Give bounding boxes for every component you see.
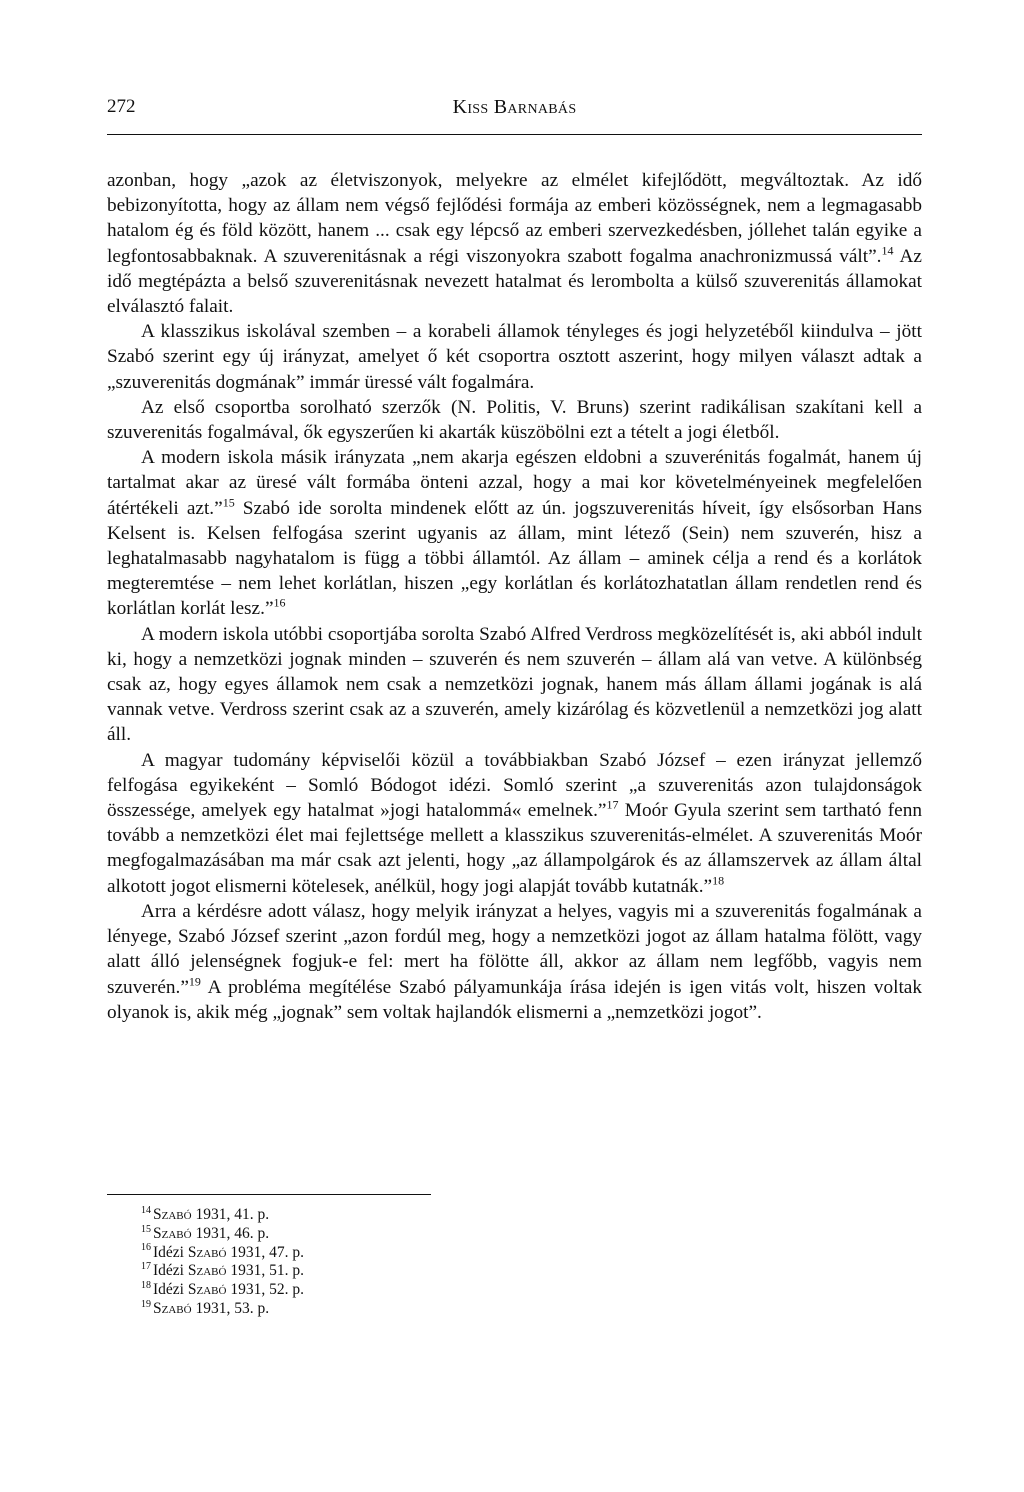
footnote-author: Szabó <box>187 1262 227 1280</box>
footnote-number: 17 <box>141 1261 151 1273</box>
footnote-prefix: Idézi <box>153 1281 188 1299</box>
footnote-number: 14 <box>141 1204 151 1216</box>
footnote-author: Szabó <box>153 1224 192 1242</box>
footnote-ref: 15 <box>222 495 235 510</box>
paragraph-text: Moór Gyula szerint sem tartható fenn tovább a nemzetközi élet mai fejlettsége mellett a klasszikus szuverenitás-elmélet. A szuverenitás Moór megfogalmazásában ma már csak azt jelenti, hogy „az állampolgárok és az államszervek az állam által alkotott jogot elismerni kötelesek, anélkül, hogy jogi alapját tovább kutatnák.” <box>107 800 922 897</box>
paragraph <box>107 622 922 748</box>
footnote <box>141 1206 304 1225</box>
paragraph <box>107 445 922 621</box>
footnote-text: 1931, 47. p. <box>226 1243 304 1261</box>
paragraph-text: A magyar tudomány képviselői közül a továbbiakban Szabó József – ezen irányzat jellemző felfogása egyikeként – Somló Bódogot idézi. Somló szerint „a szuverenitás azon tulajdonságok összessége, amelyek egy hatalmat »jogi hatalommá« emelnek.” <box>107 749 922 822</box>
footnote-author: Szabó <box>187 1243 227 1261</box>
footnote-text: 1931, 46. p. <box>191 1224 270 1242</box>
footnote-number: 19 <box>141 1298 151 1310</box>
footnote-text: 1931, 52. p. <box>226 1281 304 1299</box>
footnote-author: Szabó <box>153 1299 192 1317</box>
footnote-text: 1931, 53. p. <box>191 1299 270 1317</box>
footnote <box>141 1300 304 1319</box>
footnote <box>141 1281 304 1300</box>
paragraph-text: A modern iskola utóbbi csoportjába sorolta Szabó Alfred Verdross megközelítését is, aki abból indult ki, hogy a nemzetközi jognak minden – szuverén és nem szuverén – állam alá van vetve. A különbség csak az, hogy egyes államok nem csak a nemzetközi jognak, hanem más állam állami jogának is alá vannak vetve. Verdross szerint csak az a szuverén, amely kizárólag és közvetlenül a nemzetközi jog alatt áll. <box>107 623 922 746</box>
paragraph <box>107 899 922 1025</box>
footnote-number: 18 <box>141 1280 151 1292</box>
footnote-ref: 14 <box>881 243 894 258</box>
paragraph <box>107 168 922 319</box>
paragraph-text: A probléma megítélése Szabó pályamunkája írása idején is igen vitás volt, hiszen voltak olyanok is, akik még „jognak” sem voltak hajlandók elismerni a „nemzetközi jogot”. <box>107 976 922 1023</box>
footnote-text: 1931, 41. p. <box>191 1206 270 1223</box>
paragraph-text: A klasszikus iskolával szemben – a korabeli államok tényleges és jogi helyzetéből kiindulva – jött Szabó szerint egy új irányzat, amelyet ő két csoportra osztott aszerint, hogy milyen választ adtak a „szuverenitás dogmának” immár üressé vált fogalmára. <box>107 321 922 393</box>
page-number: 272 <box>107 96 136 117</box>
footnote <box>141 1225 304 1244</box>
paragraph <box>107 395 922 445</box>
paragraph-text: Arra a kérdésre adott válasz, hogy melyik irányzat a helyes, vagyis mi a szuverenitás fogalmának a lényege, Szabó József szerint „azon fordúl meg, hogy a nemzetközi jogot az állam hatalma fölött, vagy alatt álló jelenségnek fogjuk-e fel: mert ha fölötte áll, akkor az állam nem legfőbb, vagyis nem szuverén.” <box>107 900 922 998</box>
paragraph-text: azonban, hogy „azok az életviszonyok, melyekre az elmélet kifejlődött, megváltoztak. Az idő bebizonyította, hogy az állam nem végső fejlődési formája az emberi közösségnek, nem a legmagasabb hatalom ég és föld között, hanem ... csak egy lépcső az emberi szervezkedésben, jóllehet talán egyike a legfontosabbaknak. A szuverenitásnak a régi viszonyokra szabott fogalma anachronizmussá vált”. <box>107 170 922 267</box>
paragraph-text: Az első csoportba sorolható szerzők (N. Politis, V. Bruns) szerint radikálisan szakítani kell a szuverenitás fogalmával, ők egyszerűen ki akarták küszöbölni ezt a tételt a jogi életből. <box>107 396 922 444</box>
footnote-ref: 16 <box>273 596 286 611</box>
footnote-number: 15 <box>141 1223 151 1235</box>
footnote-text: 1931, 51. p. <box>226 1262 304 1280</box>
document-page <box>107 94 922 1317</box>
footnote-rule <box>107 1194 431 1195</box>
body-text <box>107 168 922 1025</box>
footnote-prefix: Idézi <box>153 1243 188 1261</box>
footnote-number: 16 <box>141 1242 151 1254</box>
page-header <box>107 94 922 126</box>
paragraph-text: A modern iskola másik irányzata „nem akarja egészen eldobni a szuverénitás fogalmát, hanem új tartalmat akar az üresé vált formába önteni azzal, hogy a mai kor követelményeinek megfelelően átértékeli azt.” <box>107 447 922 519</box>
footnote <box>141 1262 304 1281</box>
footnote-ref: 18 <box>712 873 725 888</box>
header-rule <box>107 134 922 135</box>
footnote-author: Szabó <box>153 1206 192 1223</box>
footnotes <box>141 1206 304 1319</box>
footnote-ref: 19 <box>188 974 201 989</box>
footnote-prefix: Idézi <box>153 1262 188 1280</box>
paragraph-text: Az idő megtépázta a belső szuverenitásnak nevezett hatalmat és lerombolta a külső szuverenitás államokat elválasztó falait. <box>107 245 922 318</box>
footnote <box>141 1244 304 1263</box>
paragraph <box>107 748 922 899</box>
paragraph-text: Szabó ide sorolta mindenek előtt az ún. jogszuverenitás híveit, így elsősorban Hans Kelsent is. Kelsen felfogása szerint ugyanis az állam, mint létező (Sein) nem szuverén, hisz a leghatalmasabb nagyhatalom is függ a többi államtól. Az állam – aminek célja a rend és a korlátok megteremtése – nem lehet korlátlan, hiszen „egy korlátlan és korlátozhatatlan állam rendetlen rend és korlátlan korlát lesz.” <box>107 497 922 620</box>
footnote-ref: 17 <box>606 797 619 812</box>
paragraph <box>107 319 922 395</box>
running-head: Kiss Barnabás <box>452 96 577 118</box>
footnote-author: Szabó <box>187 1281 227 1299</box>
